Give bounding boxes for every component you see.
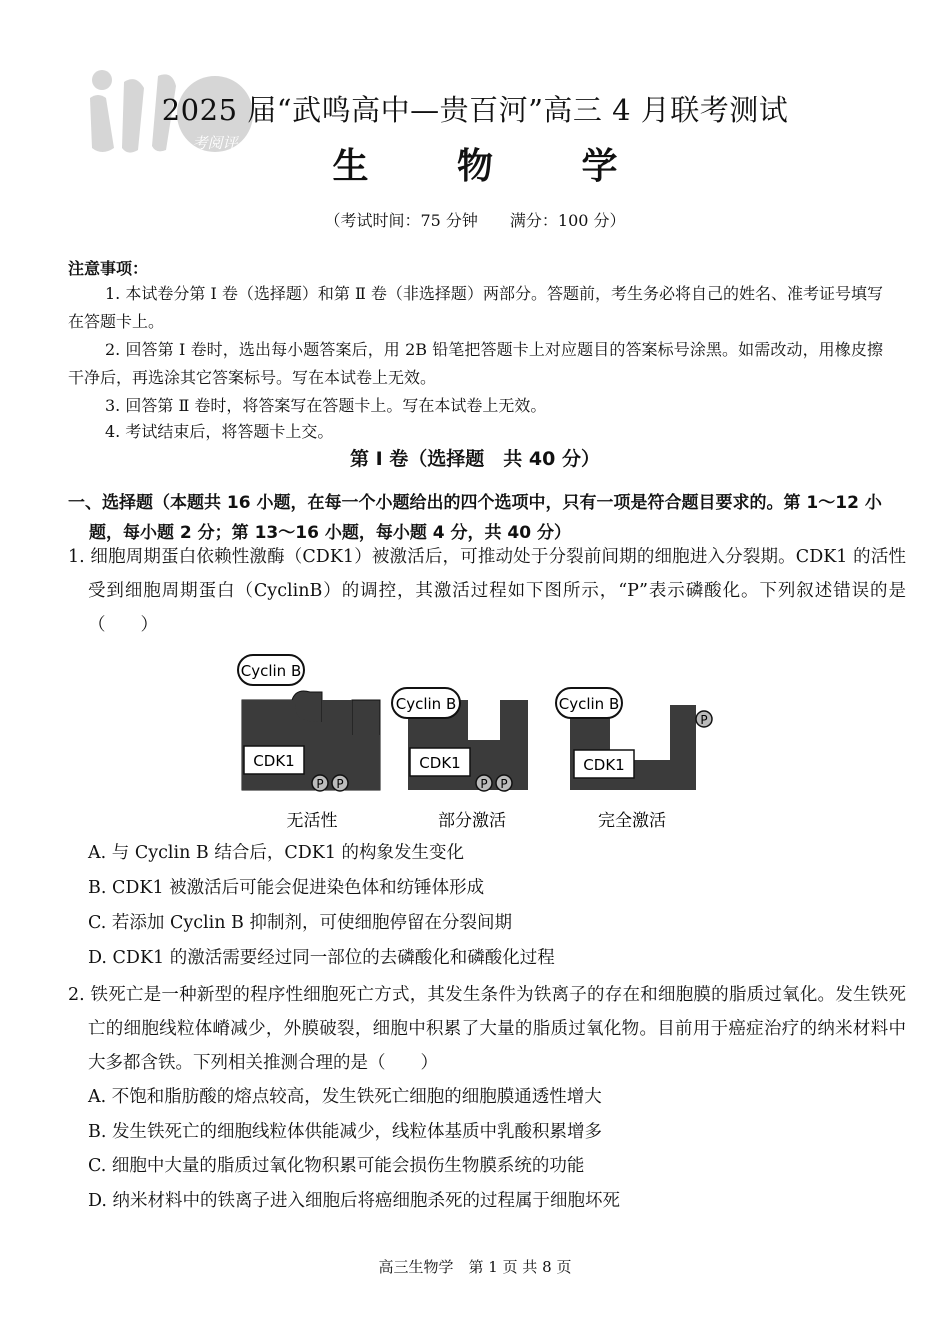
cdk1-label: CDK1 [253,752,295,770]
phosphate-label: P [700,713,708,727]
phosphate-label: P [316,777,324,791]
cdk1-label: CDK1 [419,754,461,772]
panel-inactive [238,655,380,831]
exam-info: （考试时间：75 分钟 满分：100 分） [324,211,626,230]
note-item: 3. 回答第 Ⅱ 卷时，将答案写在答题卡上。写在本试卷上无效。 [105,396,547,415]
panel-label: 部分激活 [438,811,506,831]
note-item: 1. 本试卷分第 Ⅰ 卷（选择题）和第 Ⅱ 卷（非选择题）两部分。答题前，考生务必将自己的姓名、准考证号填写在答题卡上。 [68,284,883,331]
question-2-option-c: C. 细胞中大量的脂质过氧化物积累可能会损伤生物膜系统的功能 [88,1156,585,1176]
cdk1-activation-figure [230,650,730,835]
question-2-stem: 2. 铁死亡是一种新型的程序性细胞死亡方式，其发生条件为铁离子的存在和细胞膜的脂质过氧化。发生铁死亡的细胞线粒体嵴减少，外膜破裂，细胞中积累了大量的脂质过氧化物。目前用于癌症治疗的纳米材料中大多都含铁。下列相关推测合理的是（ ） [68,985,906,1073]
cdk1-label: CDK1 [583,756,625,774]
phosphate-label: P [500,777,508,791]
panel-partial [392,688,528,831]
question-1-stem: 1. 细胞周期蛋白依赖性激酶（CDK1）被激活后，可推动处于分裂前间期的细胞进入分裂期。CDK1 的活性受到细胞周期蛋白（CyclinB）的调控，其激活过程如下图所示，“P”表示磷酸化。下列叙述错误的是（ ） [68,547,906,635]
question-2-option-a: A. 不饱和脂肪酸的熔点较高，发生铁死亡细胞的细胞膜通透性增大 [88,1087,602,1107]
watermark-text: 考阅评 [192,134,238,152]
question-2-option-b: B. 发生铁死亡的细胞线粒体供能减少，线粒体基质中乳酸积累增多 [88,1122,602,1142]
question-1-option-a: A. 与 Cyclin B 结合后，CDK1 的构象发生变化 [88,843,465,863]
question-1-option-c: C. 若添加 Cyclin B 抑制剂，可使细胞停留在分裂间期 [88,913,512,933]
cyclin-b-label: Cyclin B [240,662,302,680]
note-item: 2. 回答第 Ⅰ 卷时，选出每小题答案后，用 2B 铅笔把答题卡上对应题目的答案标号涂黑。如需改动，用橡皮擦干净后，再选涂其它答案标号。写在本试卷上无效。 [68,340,883,387]
notes-heading: 注意事项： [68,259,149,278]
phosphate-label: P [336,777,344,791]
cyclin-b-label: Cyclin B [395,695,457,713]
panel-label: 完全激活 [598,811,666,831]
question-1-option-b: B. CDK1 被激活后可能会促进染色体和纺锤体形成 [88,878,485,898]
page-footer: 高三生物学 第 1 页 共 8 页 [378,1258,572,1276]
cyclin-b-label: Cyclin B [558,695,620,713]
panel-full [556,688,712,831]
panel-label: 无活性 [286,811,338,831]
note-item: 4. 考试结束后，将答题卡上交。 [105,422,334,441]
question-1-option-d: D. CDK1 的激活需要经过同一部位的去磷酸化和磷酸化过程 [88,948,555,968]
part1-title: 第 Ⅰ 卷（选择题 共 40 分） [350,448,600,470]
phosphate-label: P [480,777,488,791]
subject-title: 生 物 学 [332,145,656,187]
question-2-option-d: D. 纳米材料中的铁离子进入细胞后将癌细胞杀死的过程属于细胞坏死 [88,1191,621,1211]
section1-title: 一、选择题（本题共 16 小题，在每一个小题给出的四个选项中，只有一项是符合题目要求的。第 1～12 小题，每小题 2 分；第 13～16 小题，每小题 4 分，共 40 分） [68,493,882,543]
exam-title: 2025 届“武鸣高中—贵百河”高三 4 月联考测试 [161,93,789,127]
